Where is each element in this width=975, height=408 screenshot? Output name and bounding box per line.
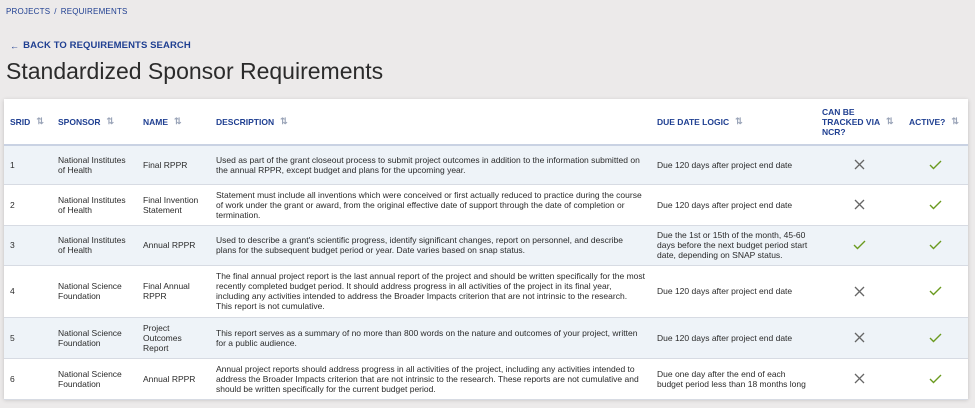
cell-can-track-ncr [816, 265, 903, 317]
cell-name: Project Outcomes Report [137, 317, 210, 358]
table-row[interactable] [4, 265, 968, 317]
cell-description: Annual project reports should address progress in all activities of the project, including any activities intended to address the Broader Impacts criterion that are not intrinsic to the research. These reports are not cumulative and should be written specifically for the current budget period. [210, 358, 651, 399]
sort-icon[interactable]: ⇅ [36, 116, 42, 126]
cell-can-track-ncr [816, 317, 903, 358]
cell-sponsor: National Science Foundation [52, 265, 137, 317]
table-header-row [4, 99, 968, 145]
breadcrumb-projects-link[interactable]: PROJECTS [6, 7, 51, 16]
arrow-left-icon: ← [10, 40, 20, 51]
cell-due-date-logic: Due 120 days after project end date [651, 145, 816, 184]
cell-due-date-logic: Due one day after the end of each budget period less than 18 months long [651, 358, 816, 399]
cell-name: Final Annual RPPR [137, 265, 210, 317]
requirements-table-card [4, 99, 968, 399]
check-icon [929, 199, 942, 209]
cell-due-date-logic: Due 120 days after project end date [651, 265, 816, 317]
cell-name: Annual RPPR [137, 358, 210, 399]
cell-active [903, 225, 968, 265]
cell-sponsor: National Institutes of Health [52, 184, 137, 225]
check-icon [929, 159, 942, 169]
cell-srid: 1 [4, 145, 52, 184]
col-header-due-date-logic[interactable]: DUE DATE LOGIC ⇅ [651, 99, 816, 145]
back-link-label: BACK TO REQUIREMENTS SEARCH [23, 40, 191, 51]
cell-due-date-logic: Due 120 days after project end date [651, 317, 816, 358]
page-title: Standardized Sponsor Requirements [6, 58, 384, 84]
cell-srid: 3 [4, 225, 52, 265]
col-header-active[interactable]: ACTIVE? ⇅ [903, 99, 968, 145]
table-row[interactable] [4, 358, 968, 399]
sort-icon[interactable]: ⇅ [280, 116, 286, 126]
cell-srid: 4 [4, 265, 52, 317]
col-header-srid[interactable]: SRID ⇅ [4, 99, 52, 145]
cell-can-track-ncr [816, 225, 903, 265]
cell-active [903, 317, 968, 358]
cell-description: Statement must include all inventions which were conceived or first actually reduced to practice during the course of work under the grant or award, from the original effective date of support through the date of completion or termination. [210, 184, 651, 225]
table-row[interactable] [4, 225, 968, 265]
cell-due-date-logic: Due the 1st or 15th of the month, 45-60 days before the next budget period start date, depending on SNAP status. [651, 225, 816, 265]
breadcrumb-requirements-link[interactable]: REQUIREMENTS [60, 7, 128, 16]
col-header-sponsor[interactable]: SPONSOR ⇅ [52, 99, 137, 145]
sort-icon[interactable]: ⇅ [174, 116, 180, 126]
cell-description: The final annual project report is the last annual report of the project and should be written specifically for the most recently completed budget period. It should address progress in all activities of the project in its final year, including any activities intended to address the Broader Impacts criterion that are not intrinsic to the research. This report is not cumulative. [210, 265, 651, 317]
cell-name: Final RPPR [137, 145, 210, 184]
table-body [4, 145, 968, 399]
col-header-can-track-ncr[interactable]: CAN BE TRACKED VIA NCR? ⇅ [816, 99, 903, 145]
cell-can-track-ncr [816, 358, 903, 399]
x-icon [854, 373, 865, 383]
cell-sponsor: National Science Foundation [52, 317, 137, 358]
requirements-table [4, 99, 968, 400]
cell-active [903, 184, 968, 225]
table-row[interactable] [4, 145, 968, 184]
check-icon [929, 286, 942, 296]
cell-can-track-ncr [816, 184, 903, 225]
cell-description: This report serves as a summary of no more than 800 words on the nature and outcomes of your project, written for a public audience. [210, 317, 651, 358]
cell-name: Annual RPPR [137, 225, 210, 265]
cell-active [903, 265, 968, 317]
cell-sponsor: National Institutes of Health [52, 225, 137, 265]
breadcrumb-separator: / [54, 7, 57, 16]
sort-icon[interactable]: ⇅ [886, 116, 892, 126]
cell-sponsor: National Institutes of Health [52, 145, 137, 184]
sort-icon[interactable]: ⇅ [735, 116, 741, 126]
cell-active [903, 145, 968, 184]
sort-icon[interactable]: ⇅ [106, 116, 113, 126]
cell-sponsor: National Science Foundation [52, 358, 137, 399]
x-icon [854, 159, 865, 169]
cell-name: Final Invention Statement [137, 184, 210, 225]
check-icon [929, 240, 942, 250]
cell-srid: 2 [4, 184, 52, 225]
cell-description: Used to describe a grant's scientific progress, identify significant changes, report on personnel, and describe plans for the subsequent budget period or year. Date varies based on snap status. [210, 225, 651, 265]
back-to-search-link[interactable] [10, 40, 191, 51]
cell-description: Used as part of the grant closeout process to submit project outcomes in addition to the information submitted on the annual RPPR, except budget and plans for the upcoming year. [210, 145, 651, 184]
check-icon [853, 240, 866, 250]
x-icon [854, 332, 865, 342]
check-icon [929, 373, 942, 383]
cell-srid: 6 [4, 358, 52, 399]
table-row[interactable] [4, 317, 968, 358]
x-icon [854, 285, 865, 295]
table-row[interactable] [4, 184, 968, 225]
col-header-description[interactable]: DESCRIPTION ⇅ [210, 99, 651, 145]
cell-active [903, 358, 968, 399]
cell-due-date-logic: Due 120 days after project end date [651, 184, 816, 225]
x-icon [854, 199, 865, 209]
cell-srid: 5 [4, 317, 52, 358]
cell-can-track-ncr [816, 145, 903, 184]
breadcrumb [6, 7, 128, 16]
col-header-name[interactable]: NAME ⇅ [137, 99, 210, 145]
check-icon [929, 332, 942, 342]
sort-icon[interactable]: ⇅ [951, 116, 957, 126]
